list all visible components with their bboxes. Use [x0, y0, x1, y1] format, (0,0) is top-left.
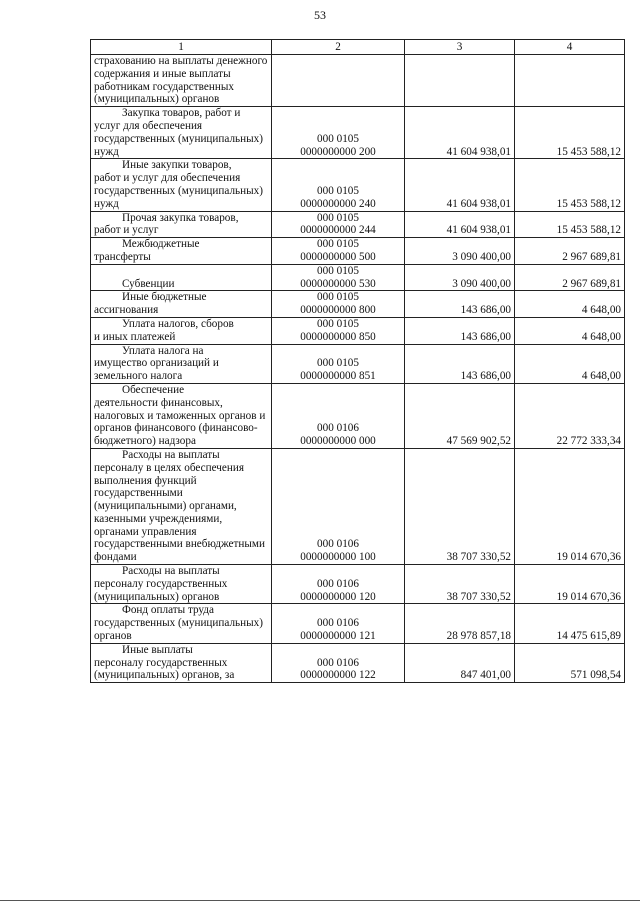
table-row — [91, 238, 625, 265]
row-name — [91, 159, 272, 211]
row-name — [91, 291, 272, 318]
row-code-a: 000 0105 — [317, 211, 359, 224]
row-name-first: Расходы на выплаты — [122, 448, 220, 461]
row-col4-value: 2 967 689,81 — [515, 238, 625, 265]
row-col3-value: 3 090 400,00 — [405, 238, 515, 265]
row-name-rest: имущество организаций и земельного налога — [94, 357, 219, 383]
table-row — [91, 317, 625, 344]
row-code — [272, 107, 405, 159]
table-row — [91, 291, 625, 318]
row-code — [272, 264, 405, 291]
row-code-a: 000 0106 — [317, 538, 359, 551]
row-code-a: 000 0105 — [317, 291, 359, 304]
row-col4-value: 15 453 588,12 — [515, 159, 625, 211]
table-row — [91, 107, 625, 159]
row-code — [272, 344, 405, 383]
budget-table — [90, 39, 625, 683]
row-name — [91, 643, 272, 682]
row-name-rest: и иных платежей — [94, 330, 176, 343]
bottom-rule — [0, 900, 640, 901]
table-row — [91, 159, 625, 211]
row-name-first: Фонд оплаты труда — [122, 604, 214, 617]
row-col4-value: 571 098,54 — [515, 643, 625, 682]
row-col4-value: 15 453 588,12 — [515, 211, 625, 238]
row-code — [272, 643, 405, 682]
row-col3-value: 143 686,00 — [405, 344, 515, 383]
row-code-a: 000 0106 — [317, 422, 359, 435]
row-col4-value: 22 772 333,34 — [515, 383, 625, 448]
row-name-rest: ассигнования — [94, 304, 159, 317]
row-col3-value: 38 707 330,52 — [405, 565, 515, 604]
table-row — [91, 448, 625, 564]
row-name — [91, 604, 272, 643]
table-row — [91, 344, 625, 383]
table-row — [91, 604, 625, 643]
row-name-first: Закупка товаров, работ и — [122, 107, 241, 120]
row-code-b: 0000000000 121 — [300, 630, 376, 643]
row-name-first: Обеспечение — [122, 383, 185, 396]
row-col4-value: 4 648,00 — [515, 344, 625, 383]
row-col4-value: 15 453 588,12 — [515, 107, 625, 159]
row-name — [91, 264, 272, 291]
row-name-first: Расходы на выплаты — [122, 565, 220, 578]
row-name-rest: государственных (муниципальных) органов — [94, 617, 263, 643]
row-name — [91, 55, 272, 107]
table-row — [91, 211, 625, 238]
row-name-first: Уплата налога на — [122, 344, 204, 357]
row-code-a: 000 0105 — [317, 184, 359, 197]
row-code-a: 000 0105 — [317, 238, 359, 251]
row-code-b: 0000000000 240 — [300, 197, 376, 210]
row-code-b: 0000000000 851 — [300, 370, 376, 383]
header-row — [91, 40, 625, 55]
row-col3-value: 41 604 938,01 — [405, 159, 515, 211]
row-name — [91, 344, 272, 383]
row-code-b: 0000000000 850 — [300, 330, 376, 343]
row-code-a: 000 0105 — [317, 264, 359, 277]
row-code-b: 0000000000 122 — [300, 669, 376, 682]
row-code — [272, 159, 405, 211]
row-code — [272, 211, 405, 238]
row-col3-value: 47 569 902,52 — [405, 383, 515, 448]
row-col3-value: 3 090 400,00 — [405, 264, 515, 291]
row-code-a: 000 0105 — [317, 357, 359, 370]
row-name-rest: работ и услуг для обеспечения государственных (муниципальных) нужд — [94, 172, 263, 210]
row-col4-value: 4 648,00 — [515, 291, 625, 318]
row-code — [272, 55, 405, 107]
row-col4-value: 4 648,00 — [515, 317, 625, 344]
row-name — [91, 211, 272, 238]
row-col3-value: 28 978 857,18 — [405, 604, 515, 643]
row-name-first: Иные выплаты — [122, 643, 193, 656]
row-col4-value — [515, 55, 625, 107]
row-name — [91, 238, 272, 265]
row-code-b: 0000000000 244 — [300, 224, 376, 237]
row-name-rest: персоналу государственных (муниципальных) органов, за — [94, 656, 235, 682]
row-code — [272, 291, 405, 318]
row-name-rest: персоналу в целях обеспечения выполнения функций государственными (муниципальными) органами, казенными учреждениями, органами управления государственными внебюджетными фондами — [94, 461, 265, 564]
row-col4-value: 19 014 670,36 — [515, 565, 625, 604]
row-name-first: Прочая закупка товаров, — [122, 211, 239, 224]
row-col3-value: 41 604 938,01 — [405, 211, 515, 238]
row-code — [272, 383, 405, 448]
row-name — [91, 383, 272, 448]
header-col-3: 3 — [405, 40, 515, 55]
row-col3-value — [405, 55, 515, 107]
row-name — [91, 317, 272, 344]
row-col3-value: 143 686,00 — [405, 291, 515, 318]
row-name-first: Уплата налогов, сборов — [122, 317, 234, 330]
row-code — [272, 448, 405, 564]
row-name-first: Межбюджетные — [122, 238, 200, 251]
row-code-a: 000 0105 — [317, 317, 359, 330]
row-code-b: 0000000000 000 — [300, 435, 376, 448]
row-code-b: 0000000000 100 — [300, 551, 376, 564]
row-col4-value: 19 014 670,36 — [515, 448, 625, 564]
header-col-4: 4 — [515, 40, 625, 55]
row-col3-value: 38 707 330,52 — [405, 448, 515, 564]
row-name-rest: персоналу государственных (муниципальных) органов — [94, 577, 228, 603]
table-row — [91, 55, 625, 107]
row-name-first: Иные закупки товаров, — [122, 159, 232, 172]
table-row — [91, 383, 625, 448]
row-code — [272, 565, 405, 604]
row-name-rest: услуг для обеспечения государственных (муниципальных) нужд — [94, 119, 263, 158]
header-col-2: 2 — [272, 40, 405, 55]
row-code-a: 000 0105 — [317, 132, 359, 145]
row-col3-value: 143 686,00 — [405, 317, 515, 344]
row-code — [272, 317, 405, 344]
row-code-a: 000 0106 — [317, 656, 359, 669]
row-name-first: Субвенции — [122, 277, 175, 290]
row-name-rest: деятельности финансовых, налоговых и таможенных органов и органов финансового (финансово-бюджетного) надзора — [94, 396, 266, 448]
row-code-b: 0000000000 500 — [300, 250, 376, 263]
row-col4-value: 2 967 689,81 — [515, 264, 625, 291]
row-col3-value: 41 604 938,01 — [405, 107, 515, 159]
row-code-b: 0000000000 120 — [300, 590, 376, 603]
row-name-first: Иные бюджетные — [122, 291, 207, 304]
row-code-b: 0000000000 800 — [300, 304, 376, 317]
row-code-a: 000 0106 — [317, 577, 359, 590]
header-col-1: 1 — [91, 40, 272, 55]
row-name — [91, 565, 272, 604]
table-row — [91, 264, 625, 291]
row-code-b: 0000000000 530 — [300, 277, 376, 290]
row-name — [91, 448, 272, 564]
row-name-rest: трансферты — [94, 250, 151, 263]
page-number: 53 — [314, 8, 326, 22]
row-code — [272, 604, 405, 643]
row-code-a: 000 0106 — [317, 617, 359, 630]
row-col4-value: 14 475 615,89 — [515, 604, 625, 643]
row-name-rest: страхованию на выплаты денежного содержания и иные выплаты работникам государственных (муниципальных) органов — [94, 55, 268, 106]
table-row — [91, 643, 625, 682]
row-code — [272, 238, 405, 265]
row-name — [91, 107, 272, 159]
row-col3-value: 847 401,00 — [405, 643, 515, 682]
row-name-rest: работ и услуг — [94, 224, 159, 237]
row-code-b: 0000000000 200 — [300, 145, 376, 158]
table-row — [91, 565, 625, 604]
